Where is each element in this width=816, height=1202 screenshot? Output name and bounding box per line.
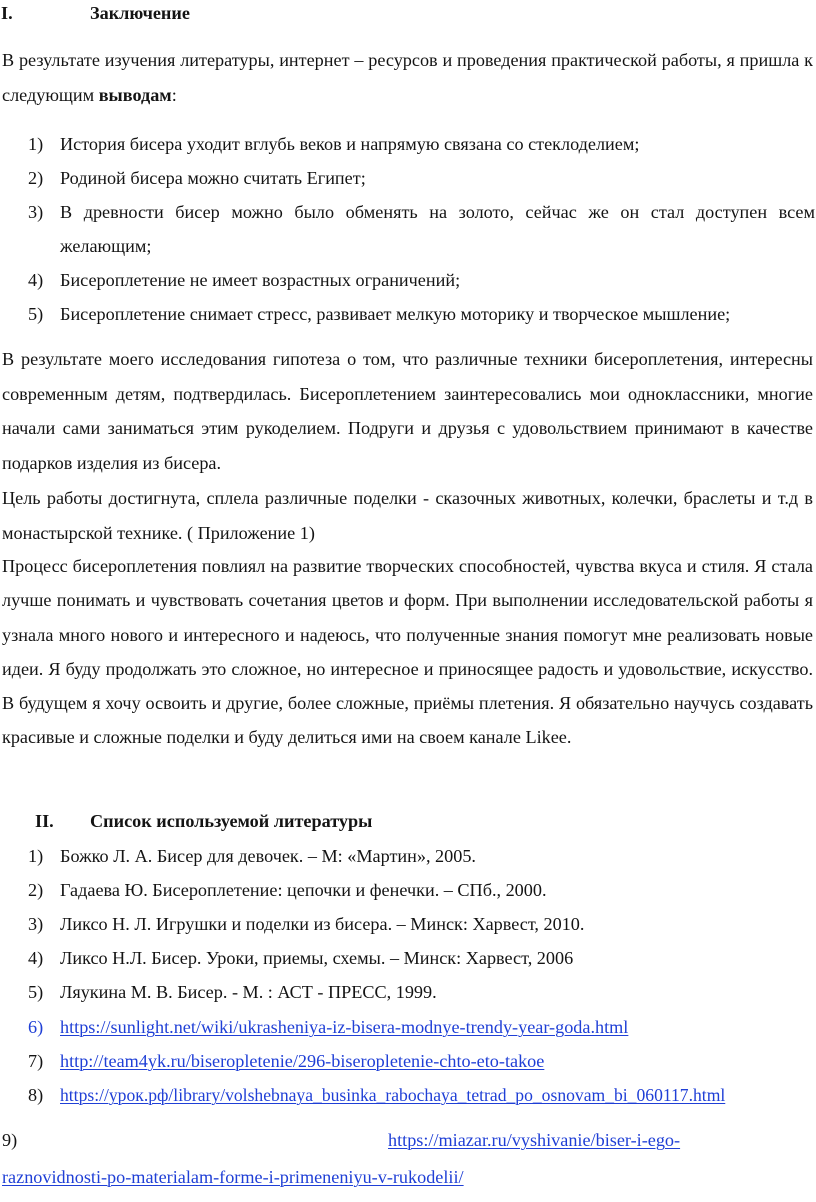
link-number: 6) [28,1017,44,1037]
source-link[interactable]: http://team4yk.ru/biseropletenie/296-biseropletenie-chto-eto-takoe [60,1051,545,1071]
source-text: Ликсо Н.Л. Бисер. Уроки, приемы, схемы. – Минск: Харвест, 2006 [60,948,574,968]
intro-text: В результате изучения литературы, интернет – ресурсов и проведения практической работы, я пришла к следующим [2,50,813,105]
section-number: I. [1,3,13,23]
finding-text: Бисероплетение не имеет возрастных ограничений; [60,270,461,290]
link-number: 7) [28,1051,44,1071]
source-link-part [2,1162,464,1192]
finding-text: Бисероплетение снимает стресс, развивает мелкую моторику и творческое мышление; [60,304,731,324]
finding-number: 4) [28,270,44,290]
finding-item [28,127,815,161]
section-number: II. [35,811,54,831]
finding-number: 1) [28,134,44,154]
finding-text: В древности бисер можно было обменять на золото, сейчас же он стал доступен всем желающим; [60,202,815,256]
finding-item [28,263,815,297]
link-item [28,1044,815,1078]
source-item [28,839,815,873]
source-item [28,975,815,1009]
process-paragraph: Процесс бисероплетения повлиял на развитие творческих способностей, чувства вкуса и стиля. Я стала лучше понимать и чувствовать сочетания цветов и форм. При выполнении исследовательской работы я узнала много нового и интересного и надеюсь, что полученные знания помогут мне реализовать новые идеи. Я буду продолжать это сложное, но интересное и приносящее радость и удовольствие, искусство. В будущем я хочу освоить и другие, более сложные, приёмы плетения. Я обязательно научусь создавать красивые и сложные поделки и буду делиться ими на своем канале Likee. [2,556,813,748]
section-title: Список используемой литературы [90,811,373,831]
finding-item [28,195,815,263]
intro-bold-word: выводам [98,84,172,105]
finding-number: 5) [28,304,44,324]
source-item [28,941,815,975]
source-item [28,873,815,907]
finding-number: 3) [28,202,44,222]
source-number: 5) [28,982,44,1002]
source-number: 1) [28,846,44,866]
source-link-part [388,1125,680,1155]
source-text: Ляукина М. В. Бисер. - М. : АСТ - ПРЕСС, 1999. [60,982,437,1002]
link-item [28,1010,815,1044]
source-number: 2) [28,880,44,900]
link-item [28,1078,815,1112]
goal-paragraph: Цель работы достигнута, сплела различные поделки - сказочных животных, колечки, браслеты и т.д в монастырской технике. ( Приложение 1) [2,488,813,543]
intro-colon: : [171,84,177,105]
source-link[interactable]: https://miazar.ru/vyshivanie/biser-i-ego- [388,1130,681,1150]
section-title: Заключение [90,3,190,23]
link-number: 9) [2,1130,18,1150]
source-text: Божко Л. А. Бисер для девочек. – М: «Мартин», 2005. [60,846,476,866]
source-text: Гадаева Ю. Бисероплетение: цепочки и фенечки. – СПб., 2000. [60,880,547,900]
source-link-continuation[interactable]: raznovidnosti-po-materialam-forme-i-primeneniyu-v-rukodelii/ [2,1167,464,1187]
finding-item [28,161,815,195]
finding-item [28,297,815,331]
finding-text: Родиной бисера можно считать Египет; [60,168,366,188]
intro-paragraph [2,43,813,112]
source-number: 3) [28,914,44,934]
link-number: 8) [28,1085,44,1105]
source-link[interactable]: https://урок.рф/library/volshebnaya_businka_rabochaya_tetrad_po_osnovam_bi_060117.html [60,1085,726,1105]
source-number: 4) [28,948,44,968]
finding-number: 2) [28,168,44,188]
source-item [28,907,815,941]
source-text: Ликсо Н. Л. Игрушки и поделки из бисера. – Минск: Харвест, 2010. [60,914,585,934]
finding-text: История бисера уходит вглубь веков и напрямую связана со стеклоделием; [60,134,640,154]
hypothesis-paragraph: В результате моего исследования гипотеза о том, что различные техники бисероплетения, интересны современным детям, подтвердилась. Бисероплетением заинтересовались мои одноклассники, многие начали сами заниматься этим рукоделием. Подруги и друзья с удовольствием принимают в качестве подарков изделия из бисера. [2,349,813,473]
source-link[interactable]: https://sunlight.net/wiki/ukrasheniya-iz-bisera-modnye-trendy-year-goda.html [60,1017,629,1037]
